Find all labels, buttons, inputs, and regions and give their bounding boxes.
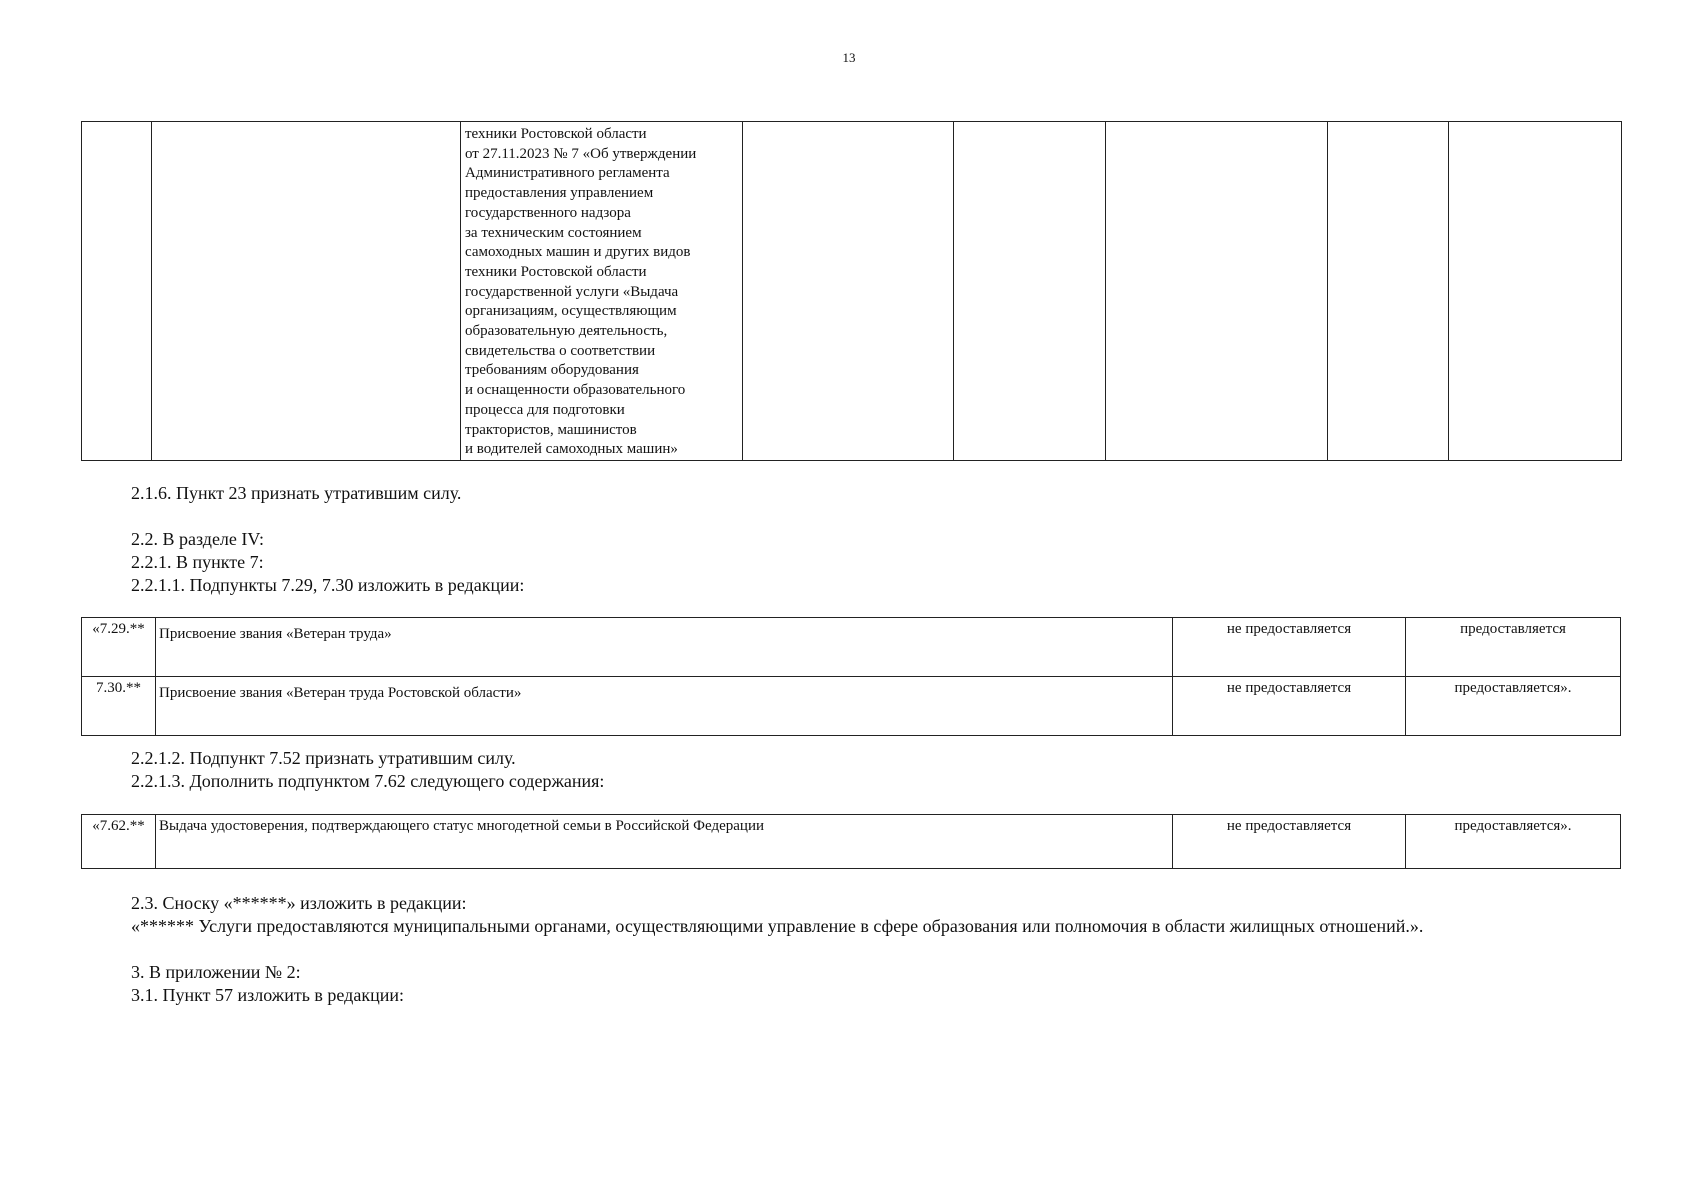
value-cell: предоставляется [1406, 618, 1621, 677]
regulation-text: техники Ростовской области от 27.11.2023 № 7 «Об утверждении Административного регламента предоставления управлением государственного надзора за техническим состоянием самоходных машин и других видов техники Ростовской области государственной услуги «Выдача организациям, осуществляющим образовательную деятельность, свидетельства о соответствии требованиям оборудования и оснащенности образовательного процесса для подготовки трактористов, машинистов и водителей самоходных машин» [465, 126, 697, 458]
page-number: 13 [842, 50, 856, 65]
table-row [82, 677, 1621, 736]
value-cell: предоставляется». [1406, 677, 1621, 736]
table-cell [954, 122, 1106, 461]
service-name: Присвоение звания «Ветеран труда Ростовской области» [156, 677, 1173, 736]
table-cell [1328, 122, 1449, 461]
table-cell [743, 122, 954, 461]
services-table-729-730 [81, 617, 1621, 736]
table-cell [152, 122, 461, 461]
item-number: «7.29.** [82, 618, 156, 677]
paragraph-2-3: 2.3. Сноску «******» изложить в редакции: [131, 893, 467, 913]
table-row [82, 815, 1621, 869]
item-number: «7.62.** [82, 815, 156, 869]
table-cell [82, 122, 152, 461]
paragraph-2-1-6: 2.1.6. Пункт 23 признать утратившим силу. [131, 483, 462, 503]
service-name: Присвоение звания «Ветеран труда» [156, 618, 1173, 677]
table-row [82, 618, 1621, 677]
services-table-762 [81, 814, 1621, 869]
paragraph-2-2: 2.2. В разделе IV: [131, 529, 265, 549]
paragraph-2-2-1: 2.2.1. В пункте 7: [131, 552, 264, 572]
table-cell [1449, 122, 1622, 461]
continuation-table [81, 121, 1622, 461]
table-row [82, 122, 1622, 461]
paragraph-3: 3. В приложении № 2: [131, 962, 301, 982]
paragraph-3-1: 3.1. Пункт 57 изложить в редакции: [131, 985, 404, 1005]
item-number: 7.30.** [82, 677, 156, 736]
paragraph-2-2-1-2: 2.2.1.2. Подпункт 7.52 признать утратившим силу. [131, 748, 516, 768]
service-name: Выдача удостоверения, подтверждающего статус многодетной семьи в Российской Федерации [156, 815, 1173, 869]
value-cell: не предоставляется [1173, 618, 1406, 677]
paragraph-2-2-1-3: 2.2.1.3. Дополнить подпунктом 7.62 следующего содержания: [131, 771, 605, 791]
table-cell [461, 122, 743, 461]
value-cell: предоставляется». [1406, 815, 1621, 869]
value-cell: не предоставляется [1173, 677, 1406, 736]
footnote-text: «****** Услуги предоставляются муниципальными органами, осуществляющими управление в сфере образования или полномочия в области жилищных отношений.». [131, 916, 1424, 936]
table-cell [1106, 122, 1328, 461]
value-cell: не предоставляется [1173, 815, 1406, 869]
paragraph-2-2-1-1: 2.2.1.1. Подпункты 7.29, 7.30 изложить в редакции: [131, 575, 525, 595]
